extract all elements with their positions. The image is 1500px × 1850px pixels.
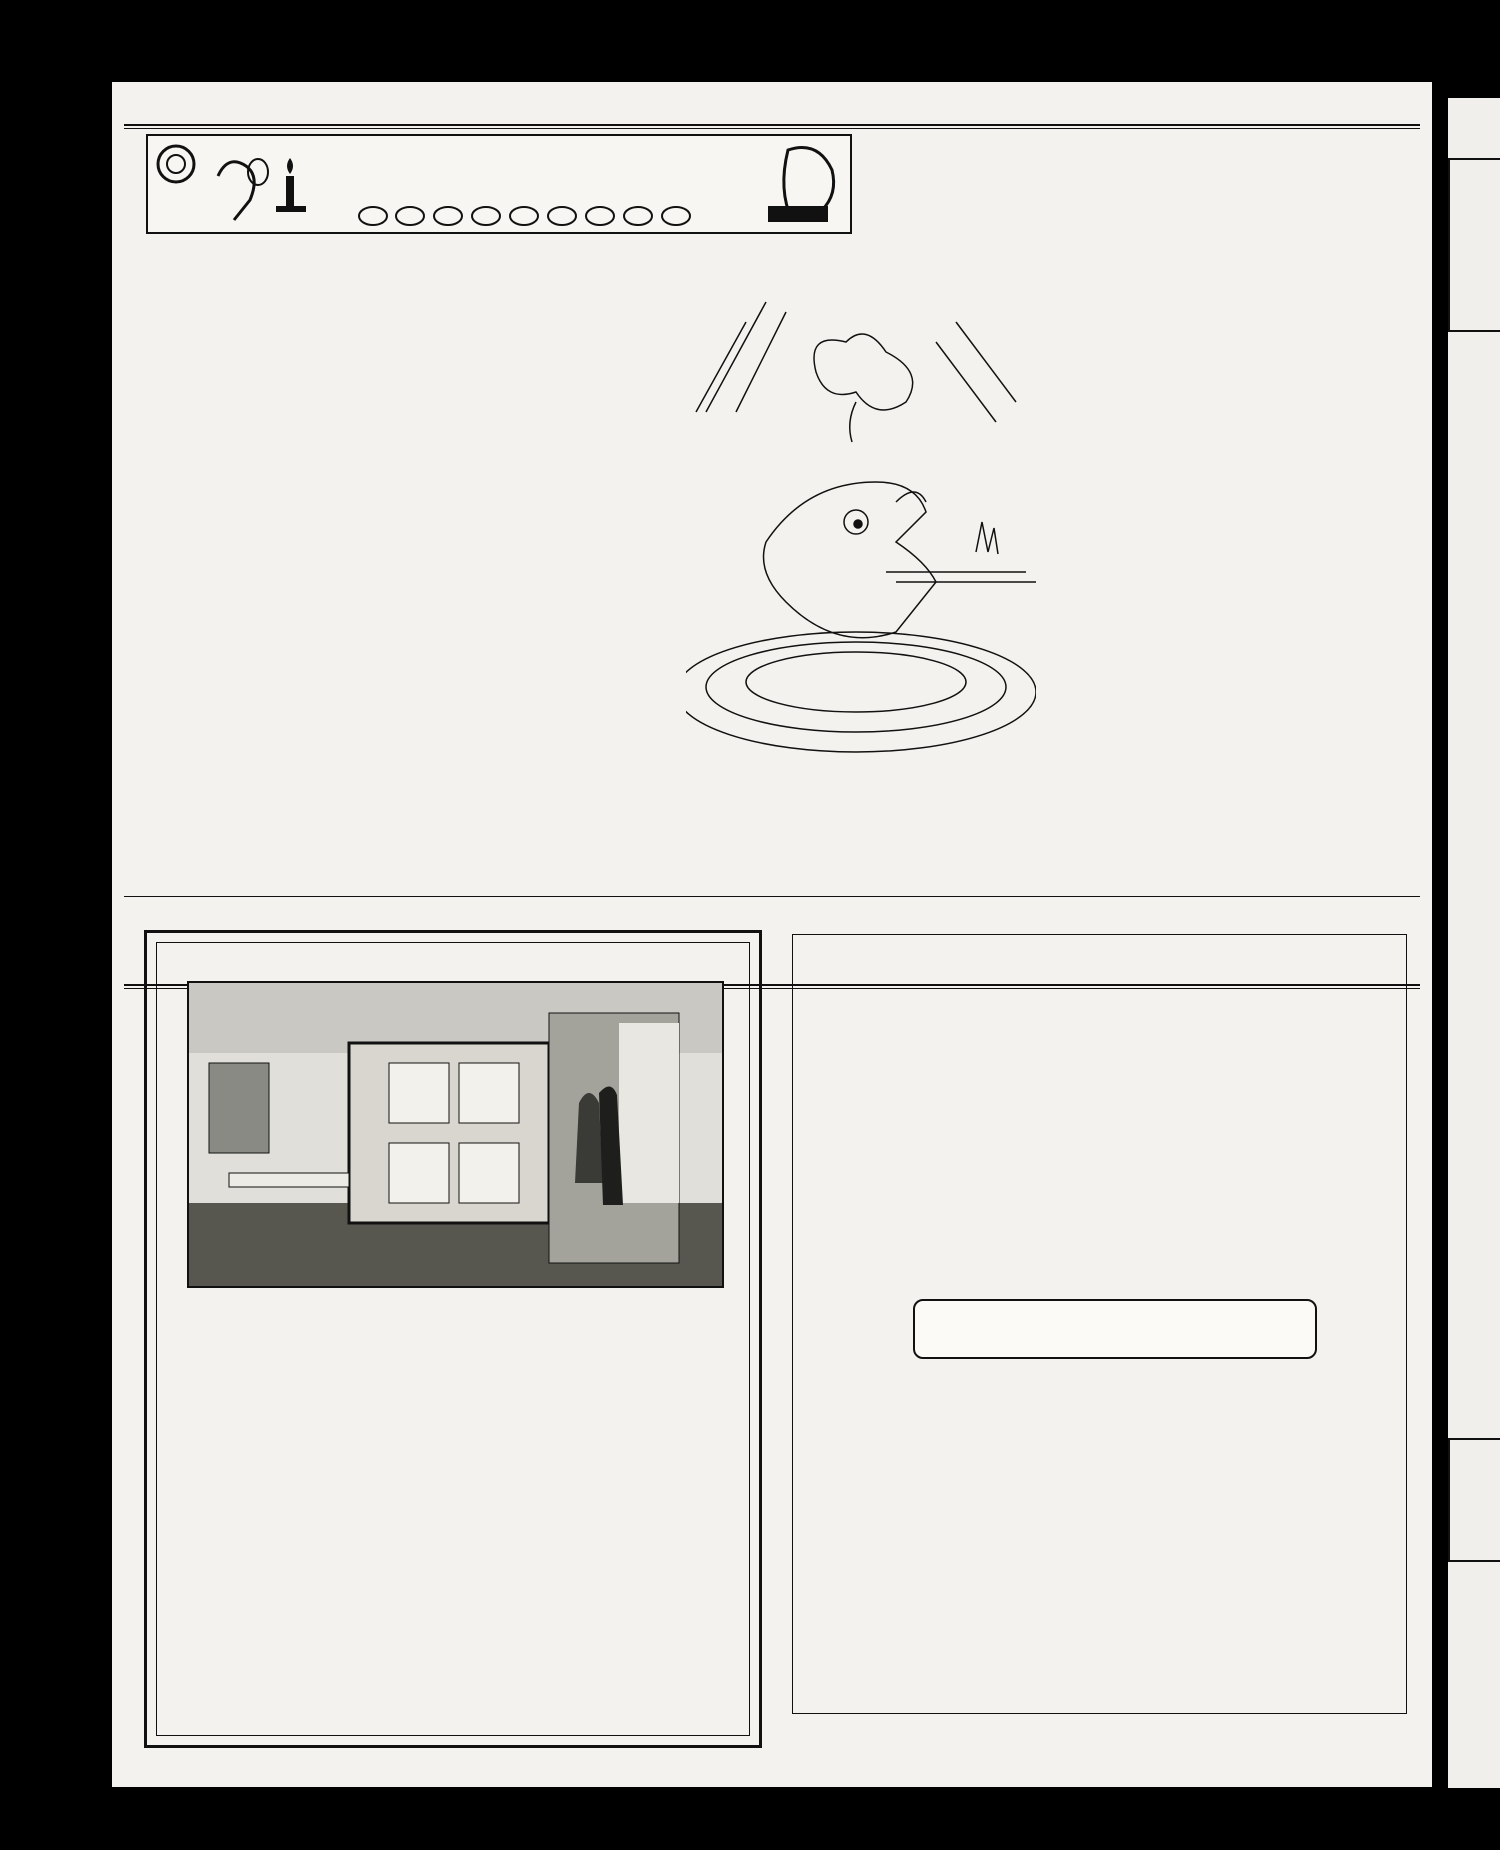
column-banner <box>146 134 852 234</box>
info-rule-top <box>124 896 1420 897</box>
top-rule <box>124 124 1420 126</box>
pantasote-logo-box <box>913 1299 1317 1359</box>
adjacent-page-strip <box>1448 98 1500 1788</box>
magazine-page <box>112 82 1432 1787</box>
kitchen-photo <box>187 981 724 1288</box>
banner-decoration <box>148 136 850 232</box>
adjacent-ad-box <box>1448 158 1500 332</box>
mccray-advertisement <box>144 930 762 1748</box>
pantasote-advertisement <box>792 934 1407 1714</box>
kitchen-illustration <box>189 983 722 1286</box>
top-rule-thin <box>124 128 1420 129</box>
right-column <box>1025 142 1415 158</box>
adjacent-ad-box-2 <box>1448 1438 1500 1562</box>
fish-cartoon <box>686 282 1036 822</box>
